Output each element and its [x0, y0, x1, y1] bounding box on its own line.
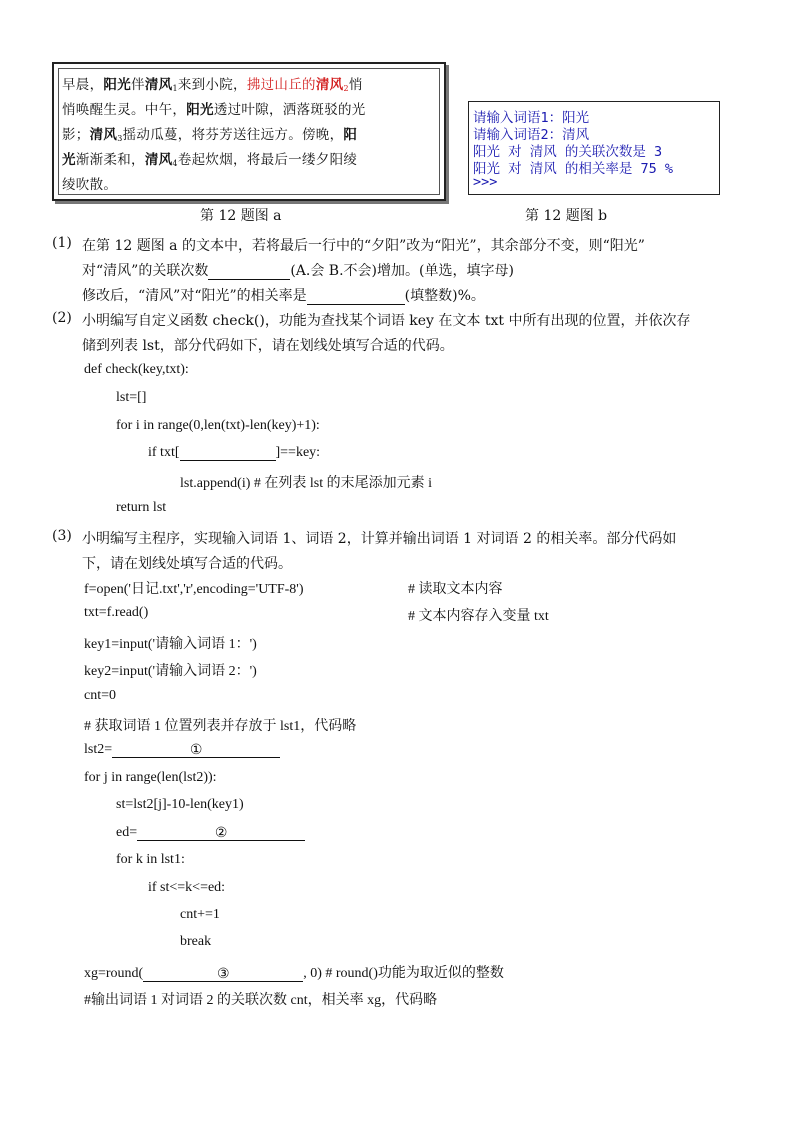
terminal-line-1: 请输入词语1：阳光: [473, 110, 590, 126]
q2-line-1: 小明编写自定义函数 check()，功能为查找某个词语 key 在文本 txt 中所有出现的位置，并依次存: [82, 313, 691, 329]
q2-code-append: lst.append(i) # 在列表 lst 的末尾添加元素 i: [180, 476, 432, 491]
q3-code-key1: key1=input('请输入词语 1：'): [84, 637, 257, 652]
q1-line-2: 对“清风”的关联次数 (A.会 B.不会)增加。(单选，填字母): [82, 263, 514, 279]
figure-a-caption: 第 12 题图 a: [200, 208, 282, 224]
q1-line-3: 修改后，“清风”对“阳光”的相关率是 (填整数)%。: [82, 288, 485, 304]
q3-code-if: if st<=k<=ed:: [148, 880, 226, 895]
q3-code-cnt: cnt=0: [84, 688, 116, 703]
q1-blank-2[interactable]: [307, 289, 405, 305]
q2-code-return: return lst: [116, 500, 167, 515]
figure-a-line-2: 悄唤醒生灵。中午，阳光透过叶隙，洒落斑驳的光: [62, 102, 366, 118]
figure-a-line-3: 影；清风$_3$摇动瓜蔓，将芬芳送往远方。傍晚，阳: [62, 127, 358, 143]
q3-code-lst2: lst2= ①: [84, 742, 280, 758]
q3-code-break: break: [180, 934, 212, 949]
q3-code-xg: xg=round( ③ , 0) # round()功能为取近似的整数: [84, 966, 504, 982]
q3-code-open: f=open('日记.txt','r',encoding='UTF-8'): [84, 582, 304, 597]
terminal-line-4: 阳光 对 清风 的相关率是 75 %: [473, 161, 674, 177]
q1-number: (1): [52, 235, 72, 251]
q3-line-2: 下，请在划线处填写合适的代码。: [82, 556, 292, 572]
q1-blank-1[interactable]: [208, 264, 290, 280]
q2-line-2: 储到列表 lst，部分代码如下，请在划线处填写合适的代码。: [82, 338, 454, 354]
figure-a-text-box: [52, 62, 446, 201]
q2-code-for: for i in range(0,len(txt)-len(key)+1):: [116, 418, 320, 433]
q3-code-output-comment: #输出词语 1 对词语 2 的关联次数 cnt，相关率 xg，代码略: [84, 993, 438, 1008]
q3-blank-3[interactable]: ③: [143, 966, 303, 982]
q3-code-st: st=lst2[j]-10-len(key1): [116, 797, 244, 812]
q3-code-cnt-inc: cnt+=1: [180, 907, 220, 922]
q1-line-1: 在第 12 题图 a 的文本中，若将最后一行中的“夕阳”改为“阳光”，其余部分不变，则“阳光”: [82, 238, 645, 254]
figure-a-line-1: 早晨，阳光伴清风$_1$来到小院，拂过山丘的清风$_2$悄: [62, 77, 363, 93]
q3-blank-2[interactable]: ②: [137, 825, 305, 841]
q2-code-lst: lst=[]: [116, 390, 147, 405]
q2-number: (2): [52, 310, 72, 326]
q3-code-for-j: for j in range(len(lst2)):: [84, 770, 217, 785]
terminal-line-3: 阳光 对 清风 的关联次数是 3: [473, 144, 663, 160]
figure-a-line-4: 光渐渐柔和，清风$_4$卷起炊烟，将最后一缕夕阳绫: [62, 152, 358, 168]
q3-line-1: 小明编写主程序，实现输入词语 1、词语 2，计算并输出词语 1 对词语 2 的相关率。部分代码如: [82, 531, 677, 547]
q3-code-ed: ed= ②: [116, 825, 305, 841]
q3-blank-1[interactable]: ①: [112, 742, 280, 758]
terminal-line-2: 请输入词语2：清风: [473, 127, 590, 143]
figure-b-caption: 第 12 题图 b: [525, 208, 608, 224]
q3-comment-read: # 文本内容存入变量 txt: [408, 609, 549, 624]
q2-blank[interactable]: [180, 445, 276, 461]
q3-code-key2: key2=input('请输入词语 2：'): [84, 664, 257, 679]
q3-code-read: txt=f.read(): [84, 605, 149, 620]
q3-code-for-k: for k in lst1:: [116, 852, 185, 867]
q3-number: (3): [52, 528, 72, 544]
q2-code-if: if txt[ ]==key:: [148, 445, 321, 460]
terminal-prompt: >>>: [473, 174, 498, 190]
figure-a-line-5: 绫吹散。: [62, 177, 118, 193]
q2-code-def: def check(key,txt):: [84, 362, 189, 377]
q3-comment-open: # 读取文本内容: [408, 582, 503, 597]
figure-b-terminal: [468, 101, 720, 195]
q3-code-comment-lst1: # 获取词语 1 位置列表并存放于 lst1，代码略: [84, 719, 357, 734]
